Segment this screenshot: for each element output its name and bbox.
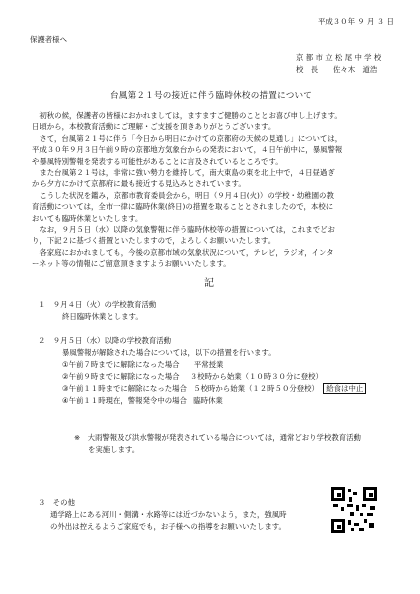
measure-condition: ①午前７時までに解除になった場合 bbox=[62, 360, 180, 369]
ki-mark: 記 bbox=[204, 278, 214, 289]
measure-condition: ③午前１１時までに解除になった場合 bbox=[62, 384, 187, 393]
measure-condition: ④午前１１時現在，警報発令中の場合 bbox=[62, 396, 187, 405]
item2-intro: 暴風警報が解除された場合については，以下の措置を行います。 bbox=[62, 348, 276, 357]
body-line: 育活動については，全市一律に臨時休業(終日)の措置を取ることとされましたので，本校に bbox=[32, 202, 334, 212]
body-line: なお，９月５日（水）以降の気象警報に伴う臨時休校等の措置については，これまでどお bbox=[32, 225, 335, 235]
item1-text: 終日臨時休業とします。 bbox=[62, 312, 143, 321]
body-line: ーネット等の情報にご留意頂きますようお願いいたします。 bbox=[32, 259, 231, 269]
measure-action: ５校時から始業（１２時５０分登校） bbox=[193, 384, 319, 393]
measure-row bbox=[62, 371, 323, 382]
body-line: から夕方にかけて京都府に最も接近する見込みとされています。 bbox=[32, 179, 246, 189]
recipient-line: 保護者様へ bbox=[30, 35, 67, 44]
body-text bbox=[32, 110, 342, 270]
measure-row bbox=[62, 359, 223, 370]
note-line: を実施します。 bbox=[88, 445, 140, 454]
body-line: や暴風特別警報を発表する可能性があることに言及されているところです。 bbox=[32, 156, 283, 166]
item3-line: の外出は控えるようご家庭でも，お子様への指導をお願いいたします。 bbox=[50, 522, 286, 531]
body-line: 平成３０年９月３日午前９時の京都地方気象台からの発表において，４日午前中に，暴風警報 bbox=[32, 145, 343, 155]
note-line: ※ 大雨警報及び洪水警報が発表されている場合については，通常どおり学校教育活動 bbox=[74, 433, 361, 442]
body-line: 初秋の候，保護者の皆様におかれましては，ますますご健勝のこととお喜び申し上げます。 bbox=[32, 111, 342, 120]
item2-heading: ２ ９月５日（水）以降の学校教育活動 bbox=[38, 336, 172, 345]
body-line: り，下記２に基づく措置といたしますので，よろしくお願いいたします。 bbox=[32, 236, 276, 246]
measure-action: 平常授業 bbox=[193, 360, 224, 369]
body-line: おいても臨時休業といたします。 bbox=[32, 213, 143, 223]
body-line: こうした状況を鑑み，京都市教育委員会から，明日（９月４日(火)）の学校・幼稚園の教 bbox=[32, 190, 334, 200]
lunch-cancel-note: 給食は中止 bbox=[323, 383, 366, 394]
measure-row bbox=[62, 395, 223, 406]
notice-title: 台風第２１号の接近に伴う臨時休校の措置について bbox=[110, 91, 313, 101]
item3-line: 通学路上にある河川・側溝・水路等には近づかないよう，また，強風時 bbox=[50, 510, 287, 519]
body-line: 日頃から，本校教育活動にご理解・ご支援を頂きありがとうございます。 bbox=[32, 122, 276, 132]
body-line: さて，台風第２１号に伴う「今日から明日にかけての京都府の天候の見通し」については， bbox=[32, 133, 343, 143]
qr-code-icon[interactable] bbox=[331, 487, 377, 533]
school-name: 京 都 市 立 松 尾 中 学 校 bbox=[296, 53, 382, 62]
item3-heading: ３ その他 bbox=[38, 498, 75, 507]
measure-row bbox=[62, 383, 366, 394]
body-line: また台風第２１号は，非常に強い勢力を維持して，南大東島の東を北上中で，４日昼過ぎ bbox=[32, 168, 335, 178]
body-line: 各家庭におかれましても，今後の京都市域の気象状況について，テレビ，ラジオ，インタ bbox=[32, 247, 334, 257]
measure-action: 臨時休業 bbox=[193, 396, 223, 405]
measure-condition: ②午前９時までに解除になった場合 bbox=[62, 372, 180, 381]
principal-name: 校 長 佐々木 道浩 bbox=[296, 65, 378, 74]
item1-heading: １ ９月４日（火）の学校教育活動 bbox=[38, 300, 157, 309]
measure-action: ３校時から始業（１０時３０分に登校） bbox=[189, 372, 323, 381]
document-date: 平成３０年 ９ 月 ３ 日 bbox=[318, 17, 394, 26]
